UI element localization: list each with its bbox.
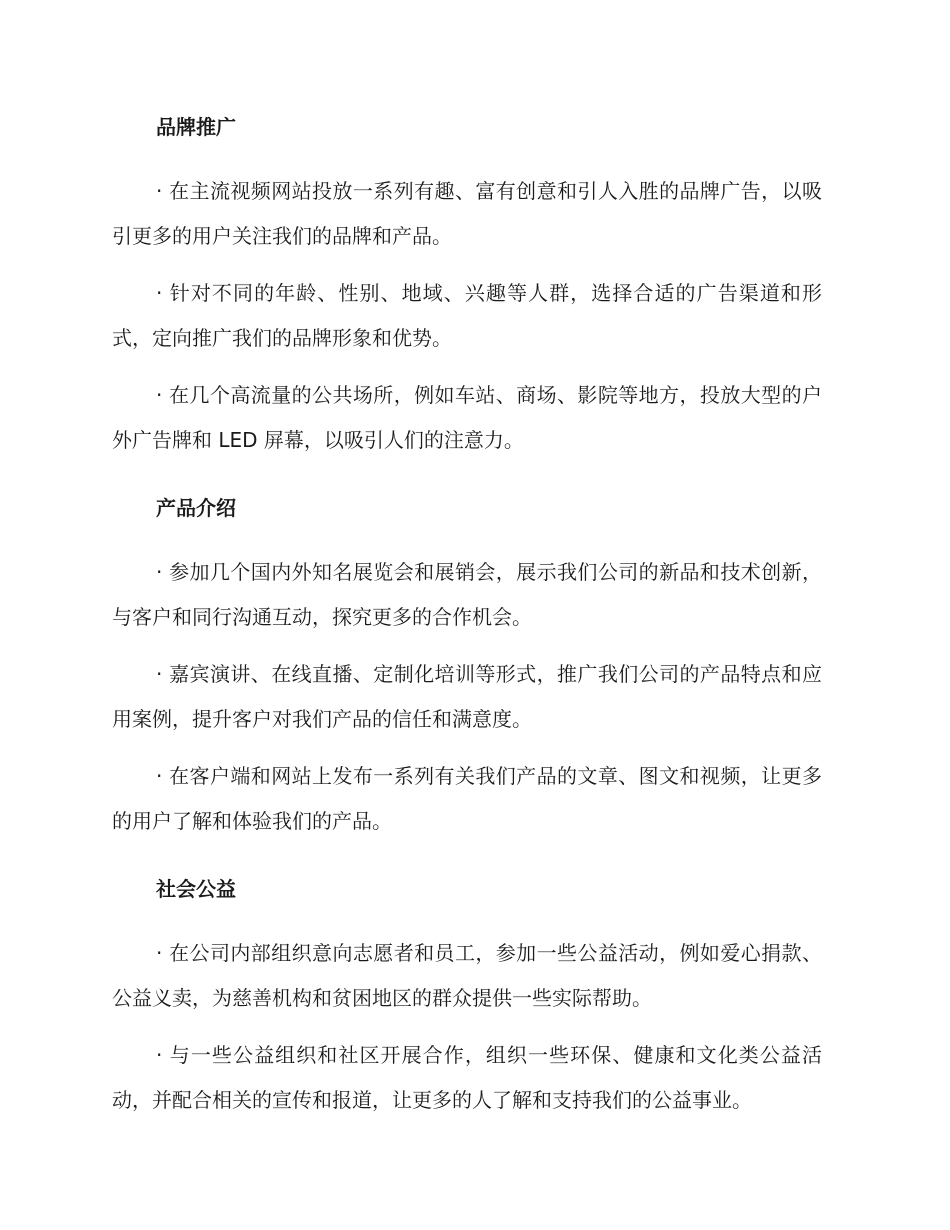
bullet-paragraph: · 参加几个国内外知名展览会和展销会，展示我们公司的新品和技术创新，与客户和同行沟通互动，探究更多的合作机会。: [112, 560, 822, 629]
bullet-paragraph: · 在几个高流量的公共场所，例如车站、商场、影院等地方，投放大型的户外广告牌和 LED 屏幕，以吸引人们的注意力。: [112, 383, 822, 452]
section-product-introduction: [112, 493, 822, 844]
bullet-paragraph: · 针对不同的年龄、性别、地域、兴趣等人群，选择合适的广告渠道和形式，定向推广我们的品牌形象和优势。: [112, 281, 822, 350]
bullet-paragraph: · 在主流视频网站投放一系列有趣、富有创意和引人入胜的品牌广告，以吸引更多的用户关注我们的品牌和产品。: [112, 179, 822, 248]
bullet-paragraph: · 在客户端和网站上发布一系列有关我们产品的文章、图文和视频，让更多的用户了解和体验我们的产品。: [112, 764, 822, 833]
bullet-paragraph: · 与一些公益组织和社区开展合作，组织一些环保、健康和文化类公益活动，并配合相关的宣传和报道，让更多的人了解和支持我们的公益事业。: [112, 1043, 822, 1112]
section-brand-promotion: [112, 112, 822, 463]
bullet-paragraph: · 在公司内部组织意向志愿者和员工，参加一些公益活动，例如爱心捐款、公益义卖，为慈善机构和贫困地区的群众提供一些实际帮助。: [112, 941, 822, 1010]
section-heading: 产品介绍: [156, 496, 236, 520]
section-heading: 品牌推广: [156, 115, 236, 139]
bullet-paragraph: · 嘉宾演讲、在线直播、定制化培训等形式，推广我们公司的产品特点和应用案例，提升客户对我们产品的信任和满意度。: [112, 662, 822, 731]
section-heading: 社会公益: [156, 877, 236, 901]
section-social-welfare: [112, 874, 822, 1123]
